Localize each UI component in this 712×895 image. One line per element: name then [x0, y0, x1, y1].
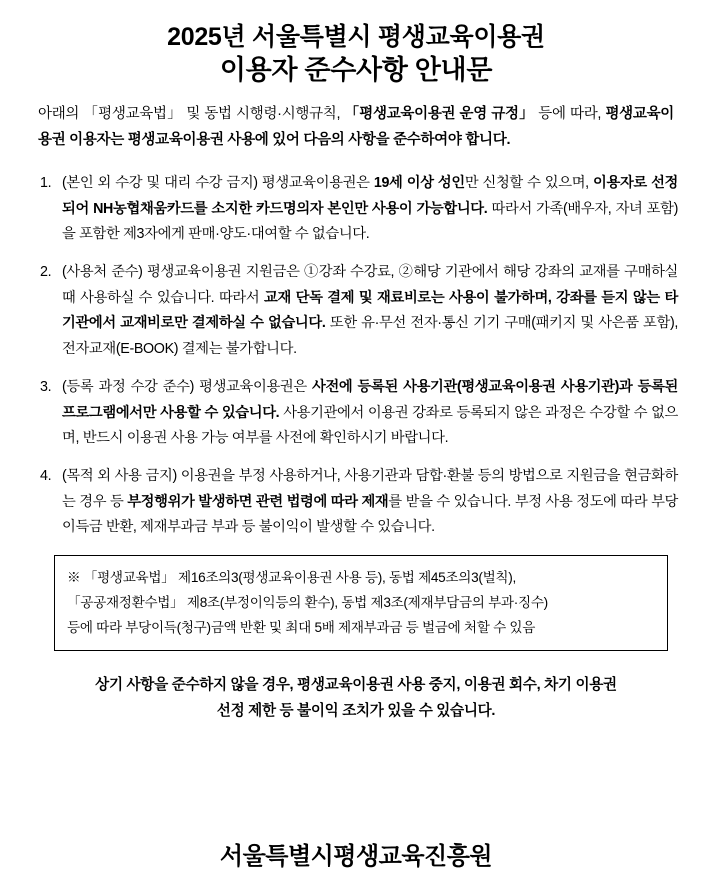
clause-text-2: 만 신청할 수 있으며, [464, 175, 594, 192]
clause-list [40, 171, 678, 541]
clause-bold-1: 사전에 등록된 사용기관(평생교육이용권 사용기관)과 등록된 프로그램에서만 사용할 수 있습니다. [62, 379, 679, 421]
clause-number: 2. [40, 264, 52, 281]
clause-text-3: 따라서 가족(배우자, 자녀 포함)을 포함한 제3자에게 판매·양도·대여할 수 없습니다. [62, 200, 678, 242]
closing-statement [56, 673, 656, 724]
legal-note-box [54, 555, 668, 651]
clause-text-2: 를 받을 수 있습니다. 부정 사용 정도에 따라 부당이득금 반환, 제재부과금 부과 등 불이익이 발생할 수 있습니다. [62, 493, 679, 536]
document-title [26, 22, 686, 88]
clause-number: 3. [40, 379, 52, 396]
intro-paragraph [38, 102, 674, 153]
title-line-2: 이용자 준수사항 안내문 [219, 55, 493, 86]
clause-bold-1: 19세 이상 성인 [373, 175, 465, 192]
intro-text-a: 아래의 「평생교육법」 및 동법 시행령·시행규칙, [38, 106, 345, 123]
intro-text-c: 등에 따라, [534, 106, 602, 123]
issuer-name: 서울특별시평생교육진흥원 [219, 843, 493, 870]
intro-text-d: 평생교육이용권 이용자는 평생교육이용권 사용에 있어 다음의 사항을 준수하여야 합니다. [38, 106, 675, 148]
clause-bold-2: 이용자로 선정되어 NH농협채움카드를 소지한 카드명의자 본인만 사용이 가능합니다. [62, 175, 679, 217]
intro-text-b: 「평생교육이용권 운영 규정」 [344, 106, 535, 123]
list-item [40, 375, 678, 451]
closing-line-1: 상기 사항을 준수하지 않을 경우, 평생교육이용권 사용 중지, 이용권 회수, 차기 이용권 [95, 677, 617, 694]
title-line-1: 2025년 서울특별시 평생교육이용권 [167, 23, 545, 51]
clause-number: 1. [40, 175, 52, 192]
legal-note-line-3: 등에 따라 부당이득(청구)금액 반환 및 최대 5배 제재부과금 등 벌금에 처할 수 있음 [67, 620, 536, 636]
clause-text-1: (등록 과정 수강 준수) 평생교육이용권은 [62, 379, 313, 396]
legal-note-line-2: 「공공재정환수법」 제8조(부정이익등의 환수), 동법 제3조(제재부담금의 부과·징수) [67, 594, 548, 610]
clause-number: 4. [40, 468, 52, 485]
clause-text-2: 또한 유·무선 전자·통신 기기 구매(패키지 및 사은품 포함), 전자교재(E-BOOK) 결제는 불가합니다. [62, 315, 678, 357]
clause-text-2: 사용기관에서 이용권 강좌로 등록되지 않은 과정은 수강할 수 없으며, 반드시 이용권 사용 가능 여부를 사전에 확인하시기 바랍니다. [62, 404, 678, 447]
clause-text-1: (사용처 준수) 평생교육이용권 지원금은 ①강좌 수강료, ②해당 기관에서 해당 강좌의 교재를 구매하실 때 사용하실 수 있습니다. 따라서 [62, 264, 678, 306]
clause-bold-1: 부정행위가 발생하면 관련 법령에 따라 제재 [127, 493, 389, 510]
clause-bold-1: 교재 단독 결제 및 재료비로는 사용이 불가하며, 강좌를 듣지 않는 타 기관에서 교재비로만 결제하실 수 없습니다. [62, 289, 678, 332]
closing-line-2: 선정 제한 등 불이익 조치가 있을 수 있습니다. [216, 702, 496, 719]
clause-text-1: (목적 외 사용 금지) 이용권을 부정 사용하거나, 사용기관과 담합·환불 등의 방법으로 지원금을 현금화하는 경우 등 [62, 468, 678, 510]
list-item [40, 464, 678, 540]
legal-note-line-1: ※ 「평생교육법」 제16조의3(평생교육이용권 사용 등), 동법 제45조의3(벌칙), [67, 569, 516, 585]
list-item [40, 171, 678, 247]
list-item [40, 260, 678, 362]
clause-text-1: (본인 외 수강 및 대리 수강 금지) 평생교육이용권은 [62, 175, 374, 192]
